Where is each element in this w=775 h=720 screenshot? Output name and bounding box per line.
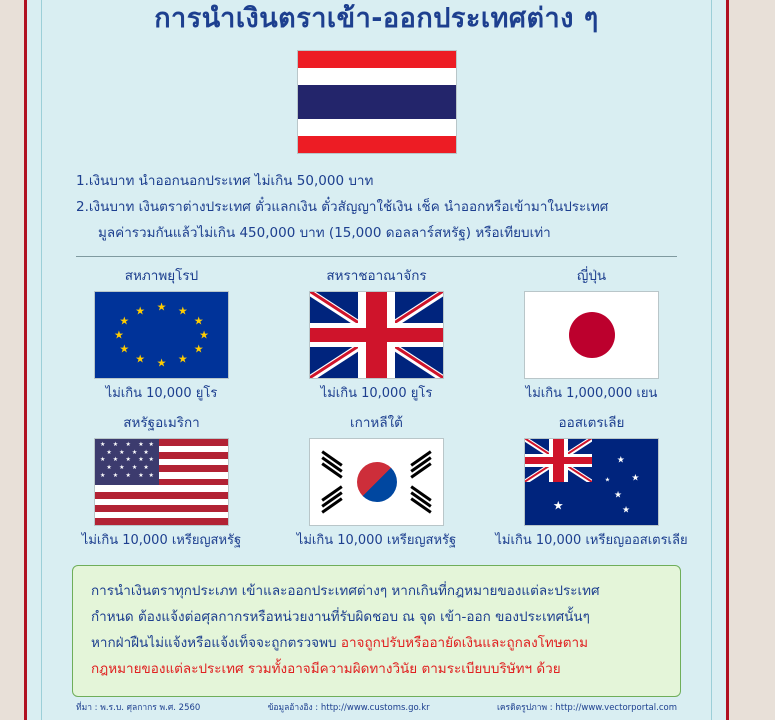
country-cell-uk	[269, 265, 484, 406]
poster-inner-frame	[41, 0, 712, 720]
notice-box	[72, 565, 681, 697]
country-cell-usa	[54, 412, 269, 553]
country-cell-japan	[484, 265, 699, 406]
country-name: สหราชอาณาจักร	[326, 268, 427, 284]
thailand-flag	[297, 50, 457, 154]
rules-list	[76, 168, 677, 246]
footer-source: ที่มา : พ.ร.บ. ศุลกากร พ.ศ. 2560	[76, 703, 201, 713]
country-grid	[54, 265, 699, 553]
japan-flag	[524, 291, 659, 379]
country-name: เกาหลีใต้	[350, 415, 403, 431]
south-korea-flag	[309, 438, 444, 526]
country-name: สหรัฐอเมริกา	[123, 415, 200, 431]
rule-item: 1.เงินบาท นำออกนอกประเทศ ไม่เกิน 50,000 บาท	[76, 173, 374, 189]
country-row	[54, 265, 699, 406]
rule-item: 2.เงินบาท เงินตราต่างประเทศ ตั๋วแลกเงิน ตั๋วสัญญาใช้เงิน เช็ค นำออกหรือเข้ามาในประเทศ	[76, 199, 609, 215]
footer-credit: เครดิตรูปภาพ : http://www.vectorportal.com	[496, 703, 677, 713]
country-cell-australia	[484, 412, 699, 553]
country-name: สหภาพยุโรป	[124, 268, 199, 284]
notice-line-red: กฎหมายของแต่ละประเทศ รวมทั้งอาจมีความผิดทางวินัย ตามระเบียบบริษัทฯ ด้วย	[91, 661, 561, 677]
page-title: การนำเงินตราเข้า-ออกประเทศต่าง ๆ	[154, 3, 599, 34]
poster	[24, 0, 729, 720]
footer	[76, 700, 677, 714]
notice-line-red: อาจถูกปรับหรืออายัดเงินและถูกลงโทษตาม	[340, 635, 588, 651]
country-limit: ไม่เกิน 10,000 เหรียญสหรัฐ	[296, 533, 457, 548]
eu-flag: ★ ★ ★ ★ ★ ★ ★ ★ ★ ★ ★ ★	[94, 291, 229, 379]
country-limit: ไม่เกิน 10,000 ยูโร	[320, 386, 433, 401]
australia-flag: ★ ★ ★ ★ ★ ★	[524, 438, 659, 526]
country-limit: ไม่เกิน 10,000 เหรียญสหรัฐ	[81, 533, 242, 548]
country-name: ญี่ปุ่น	[576, 268, 607, 284]
notice-line: การนำเงินตราทุกประเภท เข้าและออกประเทศต่างๆ หากเกินที่กฎหมายของแต่ละประเทศ	[91, 583, 600, 599]
footer-reference: ข้อมูลอ้างอิง : http://www.customs.go.kr	[267, 703, 430, 713]
uk-flag	[309, 291, 444, 379]
country-limit: ไม่เกิน 10,000 ยูโร	[105, 386, 218, 401]
usa-flag: ★ ★ ★ ★ ★ ★ ★ ★ ★ ★ ★ ★ ★ ★ ★ ★ ★ ★ ★ ★ ★ ★ ★	[94, 438, 229, 526]
rule-item: มูลค่ารวมกันแล้วไม่เกิน 450,000 บาท (15,000 ดอลลาร์สหรัฐ) หรือเทียบเท่า	[98, 225, 551, 241]
country-row	[54, 412, 699, 553]
country-cell-south-korea	[269, 412, 484, 553]
country-name: ออสเตรเลีย	[558, 415, 625, 431]
notice-line: กำหนด ต้องแจ้งต่อศุลกากรหรือหน่วยงานที่รับผิดชอบ ณ จุด เข้า-ออก ของประเทศนั้นๆ	[91, 609, 590, 625]
divider	[76, 256, 677, 257]
country-limit: ไม่เกิน 10,000 เหรียญออสเตรเลีย	[495, 533, 688, 548]
notice-line	[91, 630, 662, 656]
country-limit: ไม่เกิน 1,000,000 เยน	[525, 386, 658, 401]
country-cell-eu	[54, 265, 269, 406]
notice-line-black: หากฝ่าฝืนไม่แจ้งหรือแจ้งเท็จจะถูกตรวจพบ	[91, 635, 341, 651]
